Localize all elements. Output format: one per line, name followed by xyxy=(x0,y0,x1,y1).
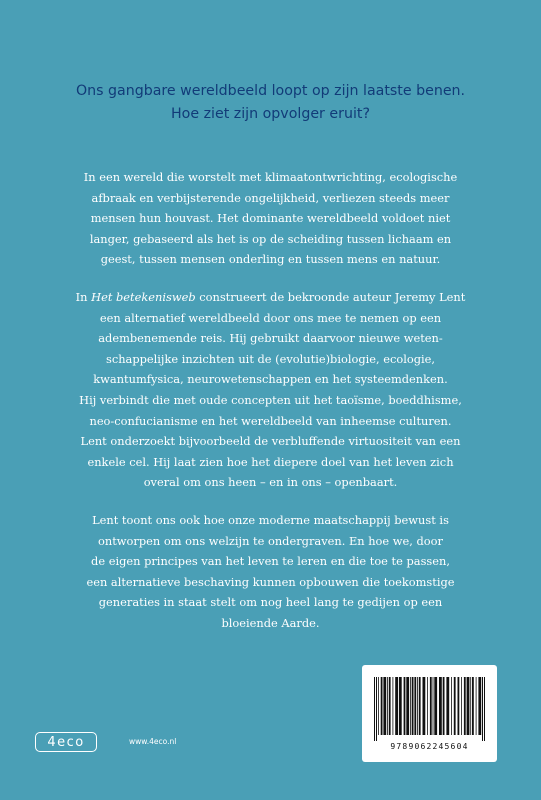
isbn-number: 9789062245604 xyxy=(390,742,469,751)
publisher-website: www.4eco.nl xyxy=(129,737,177,746)
text-line: ontworpen om ons welzijn te ondergraven. En hoe we, door xyxy=(98,533,443,548)
barcode-bar xyxy=(387,677,388,735)
text-line: langer, gebaseerd als het is op de scheiding tussen lichaam en xyxy=(89,231,452,246)
paragraph-2 xyxy=(0,287,541,493)
barcode-bar xyxy=(482,677,483,741)
barcode-bar xyxy=(476,677,477,735)
text-line: kwantumfysica, neurowetenschappen en het systeemdenken. xyxy=(93,372,448,387)
barcode-bar xyxy=(434,677,437,735)
barcode-bar xyxy=(417,677,418,735)
text-line: Lent toont ons ook hoe onze moderne maatschappij bewust is xyxy=(92,513,449,527)
barcode-bar xyxy=(454,677,456,735)
text-line: bloeiende Aarde. xyxy=(221,615,320,630)
barcode-bar xyxy=(443,677,445,735)
barcode xyxy=(362,665,497,762)
publisher-logo xyxy=(35,732,97,752)
barcode-bar xyxy=(374,677,375,741)
barcode-bar xyxy=(410,677,411,735)
barcode-bar xyxy=(439,677,442,735)
text-line: de eigen principes van het leven te leren en die toe te passen, xyxy=(91,554,450,569)
barcode-bar xyxy=(393,677,394,735)
barcode-bar xyxy=(383,677,386,735)
barcode-bar xyxy=(458,677,460,735)
text-line: generaties in staat stelt om nog heel lang te gedijen op een xyxy=(98,595,443,610)
text-line: Hij verbindt die met oude concepten uit het taoïsme, boeddhisme, xyxy=(79,392,462,407)
text-line: een alternatief wereldbeeld door ons mee te nemen op een xyxy=(99,310,442,325)
barcode-bar xyxy=(446,677,449,735)
text-line xyxy=(0,287,541,308)
barcode-bar xyxy=(472,677,474,735)
barcode-bar xyxy=(451,677,452,735)
publisher-logo-text: 4eco xyxy=(47,734,85,750)
barcode-bar xyxy=(376,677,377,741)
barcode-bar xyxy=(378,677,379,735)
text-line: neo-confucianisme en het wereldbeeld van inheemse culturen. xyxy=(89,413,452,428)
headline xyxy=(0,80,541,126)
barcode-bar xyxy=(423,677,426,735)
text-line: overal om ons heen – en in ons – openbaart. xyxy=(143,475,398,490)
barcode-bar xyxy=(478,677,481,735)
barcode-bar xyxy=(470,677,471,735)
barcode-bar xyxy=(430,677,432,735)
barcode-bar xyxy=(467,677,470,735)
barcode-bar xyxy=(427,677,428,735)
text-fragment: construeert de bekroonde auteur Jeremy Lent xyxy=(195,290,466,304)
text-line: In een wereld die worstelt met klimaatontwrichting, ecologische xyxy=(83,170,458,184)
headline-line: Ons gangbare wereldbeeld loopt op zijn laatste benen. xyxy=(75,83,466,99)
barcode-bar xyxy=(419,677,421,735)
text-line: een alternatieve beschaving kunnen opbouwen die toekomstige xyxy=(86,574,455,589)
text-line: enkele cel. Hij laat zien hoe het diepere doel van het leven zich xyxy=(87,454,454,469)
text-line: Lent onderzoekt bijvoorbeeld de verbluffende virtuositeit van een xyxy=(80,434,461,449)
barcode-bar xyxy=(461,677,462,735)
barcode-bar xyxy=(406,677,409,735)
barcode-bar xyxy=(414,677,416,735)
paragraph-3 xyxy=(0,510,541,634)
text-line: geest, tussen mensen onderling en tussen mens en natuur. xyxy=(100,252,441,267)
text-fragment: In xyxy=(75,290,92,304)
text-line: schappelijke inzichten uit de (evolutie)biologie, ecologie, xyxy=(105,351,436,366)
text-line: mensen hun houvast. Het dominante wereldbeeld voldoet niet xyxy=(90,211,451,226)
barcode-bar xyxy=(399,677,402,735)
barcode-bar xyxy=(412,677,414,735)
barcode-bar xyxy=(464,677,466,735)
barcode-bar xyxy=(433,677,434,735)
paragraph-1 xyxy=(0,167,541,270)
text-line: afbraak en verbijsterende ongelijkheid, verliezen steeds meer xyxy=(91,190,450,205)
book-title: Het betekenisweb xyxy=(91,290,196,304)
barcode-bar xyxy=(484,677,485,741)
barcode-bar xyxy=(381,677,383,735)
text-line: adembenemende reis. Hij gebruikt daarvoor nieuwe weten- xyxy=(98,331,443,346)
barcode-bar xyxy=(395,677,398,735)
barcode-bars xyxy=(372,677,487,741)
headline-line: Hoe ziet zijn opvolger eruit? xyxy=(171,106,370,122)
barcode-bar xyxy=(404,677,406,735)
barcode-bar xyxy=(389,677,391,735)
